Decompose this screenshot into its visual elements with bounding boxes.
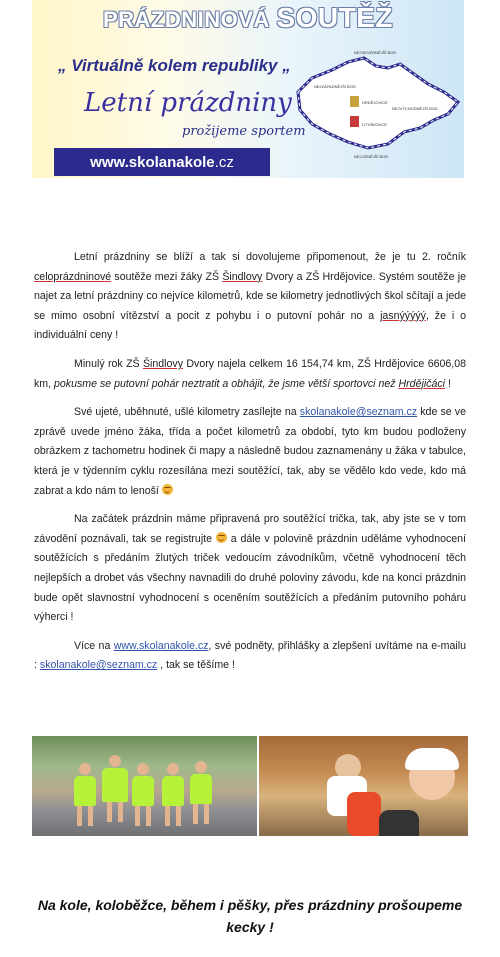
p3-text-a: Své ujeté, uběhnuté, ušlé kilometry zasílejte na <box>74 406 300 419</box>
p1-text-e: Dvory a ZŠ Hrdějovice. Systém soutěže je najet za letní prázdniny co nejvíce kilometrů, kde se kilometry jednotlivých škol sčítají a jede se mimo osobní vítězství a pocit z pohybu i o putovní pohár no a <box>34 270 467 322</box>
coat-of-arms-icon <box>350 96 359 107</box>
p4-text-b: a dále v polovině prázdnin uděláme vyhodnocení soutěžících s předáním žlutých triček vedoucím závodníkům, včetně vyhodnocení těch nejlepších a drobet vás všechny navnadili do druhé poloviny závodu, kde na konci prázdnin bude opět slavnostní vyhodnocení s oceněním soutěžících a předáním putovního poháru výherci ! <box>34 532 467 624</box>
paragraph-2 <box>34 355 466 394</box>
kid-figure <box>162 763 184 826</box>
article-body <box>34 248 466 685</box>
banner-title <box>32 2 464 34</box>
map-label-north: NEJSEVERNĚJŠÍ BOD <box>354 50 397 55</box>
p5-text-a: Více na <box>74 639 114 652</box>
p2-text-a: Minulý rok ZŠ <box>74 357 143 370</box>
map-label-east: NEJVÝCHODNĚJŠÍ BOD <box>392 106 438 111</box>
email-link[interactable]: skolanakole@seznam.cz <box>299 406 418 419</box>
email-link-2[interactable]: skolanakole@seznam.cz <box>39 659 158 672</box>
map-label-west: NEJZÁPADNĚJŠÍ BOD <box>314 84 356 89</box>
helmet-icon <box>405 748 459 770</box>
map-label-south: NEJJIŽNĚJŠÍ BOD <box>354 154 389 159</box>
kid-figure <box>74 763 96 826</box>
paragraph-5 <box>34 637 466 676</box>
banner-title-part1: PRÁZDNINOVÁ <box>102 7 277 32</box>
paragraph-4 <box>34 510 466 628</box>
p2-text-f: ! <box>445 377 451 390</box>
p1-text-a: Letní prázdniny se blíží a tak si dovolujeme připomenout, že je tu 2. ročník <box>74 251 466 263</box>
smiley-icon <box>216 532 227 543</box>
banner-script-line2: prožijeme sportem <box>182 124 306 139</box>
p2-text-d: pokusme se putovní pohár neztratit a obhájit, že jsme větší sportovci než <box>54 377 399 390</box>
smiley-icon <box>162 484 173 495</box>
p2-text-e: Hrdějičáci <box>398 377 446 390</box>
p5-text-c: , tak se těšíme ! <box>157 659 235 672</box>
child-shirt <box>347 792 381 836</box>
kid-figure <box>102 755 128 822</box>
paragraph-1 <box>34 248 466 346</box>
p1-text-d: Šindlovy <box>222 270 263 283</box>
website-link[interactable]: www.skolanakole.cz <box>113 639 209 652</box>
slogan-line-1: Na kole, koloběžce, během i pěšky, přes prázdniny prošoupeme <box>37 897 463 913</box>
kid-figure <box>190 761 212 824</box>
banner-url[interactable] <box>54 148 270 176</box>
photo-kids-group <box>32 736 257 836</box>
closing-slogan <box>30 894 470 938</box>
p5-text-b: , své podněty, přihlášky a zlepšení uvítáme na e-mailu : <box>34 639 466 672</box>
banner-title-part2: SOUTĚŽ <box>276 2 393 33</box>
p1-text-c: soutěže mezi žáky ZŠ <box>111 270 223 283</box>
p1-text-f: jasnýýýýý <box>380 309 426 322</box>
p4-text-a: Na začátek prázdnin máme připravená pro soutěžící trička, tak, aby jste se v tom závodění poznávali, tak se registrujte <box>34 513 466 545</box>
p1-text-g: , že i o individuální ceny ! <box>34 309 466 342</box>
map-label-center: HRDĚJOVICE <box>362 100 388 105</box>
banner-subtitle: „ Virtuálně kolem republiky „ <box>58 56 291 75</box>
coat-of-arms-icon-2 <box>350 116 359 127</box>
p2-text-b: Šindlovy <box>142 357 184 370</box>
banner-script-line: Letní prázdniny <box>84 88 292 118</box>
map-label-south-center: LITVÍNOVICE <box>362 122 387 127</box>
kid-figure <box>132 763 154 826</box>
czech-map-icon <box>288 40 464 168</box>
banner <box>32 0 464 178</box>
p1-text-b: celoprázdninové <box>34 270 112 283</box>
slogan-line-2: kecky ! <box>226 919 274 935</box>
paragraph-3 <box>34 403 466 501</box>
photo-family-selfie <box>259 736 468 836</box>
banner-url-tld: .cz <box>214 153 234 171</box>
p2-text-c: Dvory najela celkem 16 154,74 km, ZŠ Hrdějovice 6606,08 km, <box>34 357 466 390</box>
p3-text-b: kde se ve zprávě uvede jméno žáka, třída a počet kilometrů za období, tyto km budou podloženy obrázkem z tachometru hodinek či mapy a následně budou zaznamenány u žáka v tabulce, která je v týdenním cyklu rozesílána mezi soutěžící, tak, aby se vědělo kdo vede, kdo má zabrat a kdo nám to lenoší <box>34 406 466 497</box>
girl-shirt <box>379 810 419 836</box>
banner-url-main: www.skolanakole <box>90 153 215 171</box>
